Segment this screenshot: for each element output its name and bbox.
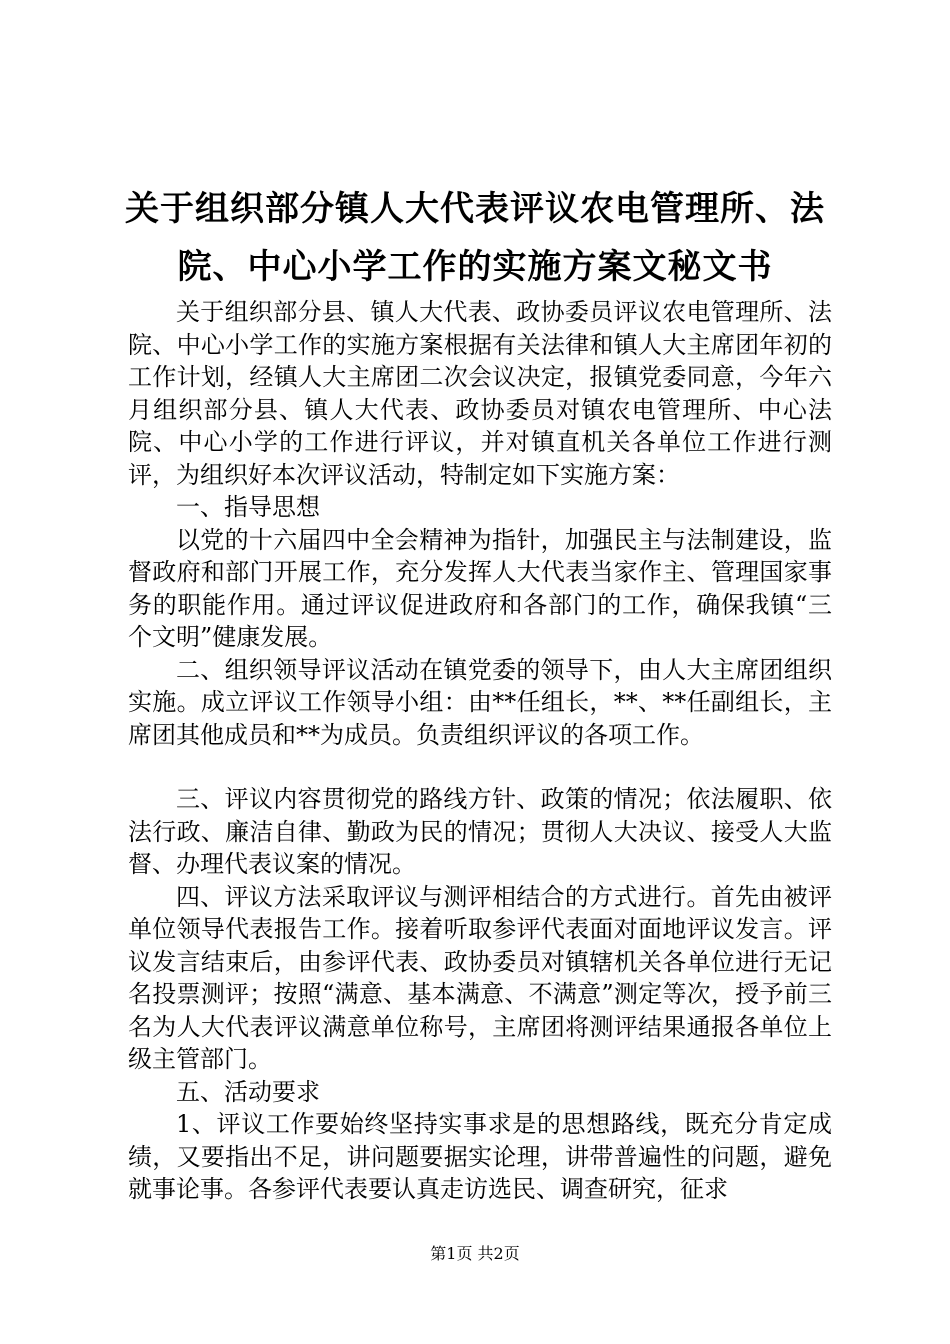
document-body <box>128 296 832 1206</box>
paragraph-organization: 二、组织领导评议活动在镇党委的领导下，由人大主席团组织实施。成立评议工作领导小组：由**任组长，**、**任副组长，主席团其他成员和**为成员。负责组织评议的各项工作。 <box>128 655 832 749</box>
heading-guiding-ideology: 一、指导思想 <box>176 493 320 521</box>
paragraph-requirement-1: 1、评议工作要始终坚持实事求是的思想路线，既充分肯定成绩，又要指出不足，讲问题要据实论理，讲带普遍性的问题，避免就事论事。各参评代表要认真走访选民、调查研究，征求 <box>128 1110 832 1203</box>
title-line-1: 关于组织部分镇人大代表评议农电管理所、法 <box>125 189 825 229</box>
heading-requirements: 五、活动要求 <box>176 1077 320 1106</box>
page-number-footer: 第1页 共2页 <box>430 1244 520 1263</box>
paragraph-guiding-ideology: 以党的十六届四中全会精神为指针，加强民主与法制建设，监督政府和部门开展工作，充分发挥人大代表当家作主、管理国家事务的职能作用。通过评议促进政府和各部门的工作，确保我镇“三个文明”健康发展。 <box>128 525 832 651</box>
document-title <box>100 180 850 296</box>
paragraph-intro: 关于组织部分县、镇人大代表、政协委员评议农电管理所、法院、中心小学工作的实施方案根据有关法律和镇人大主席团年初的工作计划，经镇人大主席团二次会议决定，报镇党委同意，今年六月组织部分县、镇人大代表、政协委员对镇农电管理所、中心法院、中心小学的工作进行评议，并对镇直机关各单位工作进行测评，为组织好本次评议活动，特制定如下实施方案： <box>128 298 832 489</box>
paragraph-method: 四、评议方法采取评议与测评相结合的方式进行。首先由被评单位领导代表报告工作。接着听取参评代表面对面地评议发言。评议发言结束后，由参评代表、政协委员对镇辖机关各单位进行无记名投票测评；按照“满意、基本满意、不满意”测定等次，授予前三名为人大代表评议满意单位称号，主席团将测评结果通报各单位上级主管部门。 <box>128 882 832 1073</box>
title-line-2: 院、中心小学工作的实施方案文秘文书 <box>177 247 773 287</box>
paragraph-content: 三、评议内容贯彻党的路线方针、政策的情况；依法履职、依法行政、廉洁自律、勤政为民的情况；贯彻人大决议、接受人大监督、办理代表议案的情况。 <box>128 785 832 878</box>
